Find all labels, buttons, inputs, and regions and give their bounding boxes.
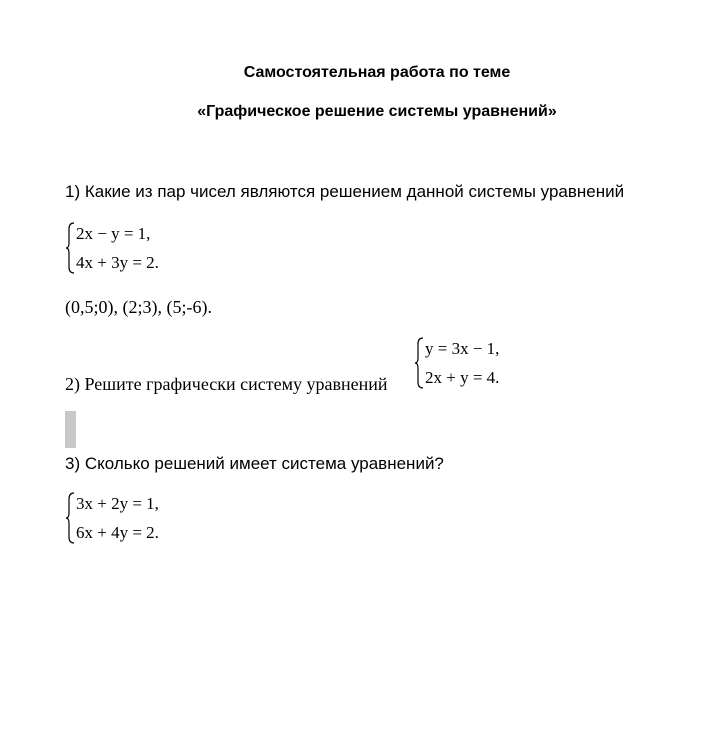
brace-icon — [65, 492, 75, 544]
task3-equation-1: 3x + 2y = 1, — [76, 494, 159, 513]
task2-equation-2: 2x + y = 4. — [425, 368, 500, 387]
text-cursor-marker — [65, 411, 76, 448]
task1-number-pairs: (0,5;0), (2;3), (5;-6). — [65, 297, 212, 317]
document-subtitle: «Графическое решение системы уравнений» — [197, 103, 557, 120]
task2-equation-system — [414, 337, 534, 391]
brace-icon — [414, 337, 424, 389]
task1-question: 1) Какие из пар чисел являются решением данной системы уравнений — [65, 182, 625, 201]
task3-equation-2: 6x + 4y = 2. — [76, 523, 159, 542]
task2-equation-1: y = 3x − 1, — [425, 339, 500, 358]
brace-icon — [65, 222, 75, 274]
document-title: Самостоятельная работа по теме — [243, 64, 511, 81]
task3-question: 3) Сколько решений имеет система уравнений? — [65, 454, 444, 473]
task3-equation-system — [65, 492, 195, 546]
task2-question: 2) Решите графически систему уравнений — [65, 374, 388, 394]
task1-equation-1: 2x − y = 1, — [76, 224, 151, 243]
task1-equation-system — [65, 222, 195, 276]
task1-equation-2: 4x + 3y = 2. — [76, 253, 159, 272]
